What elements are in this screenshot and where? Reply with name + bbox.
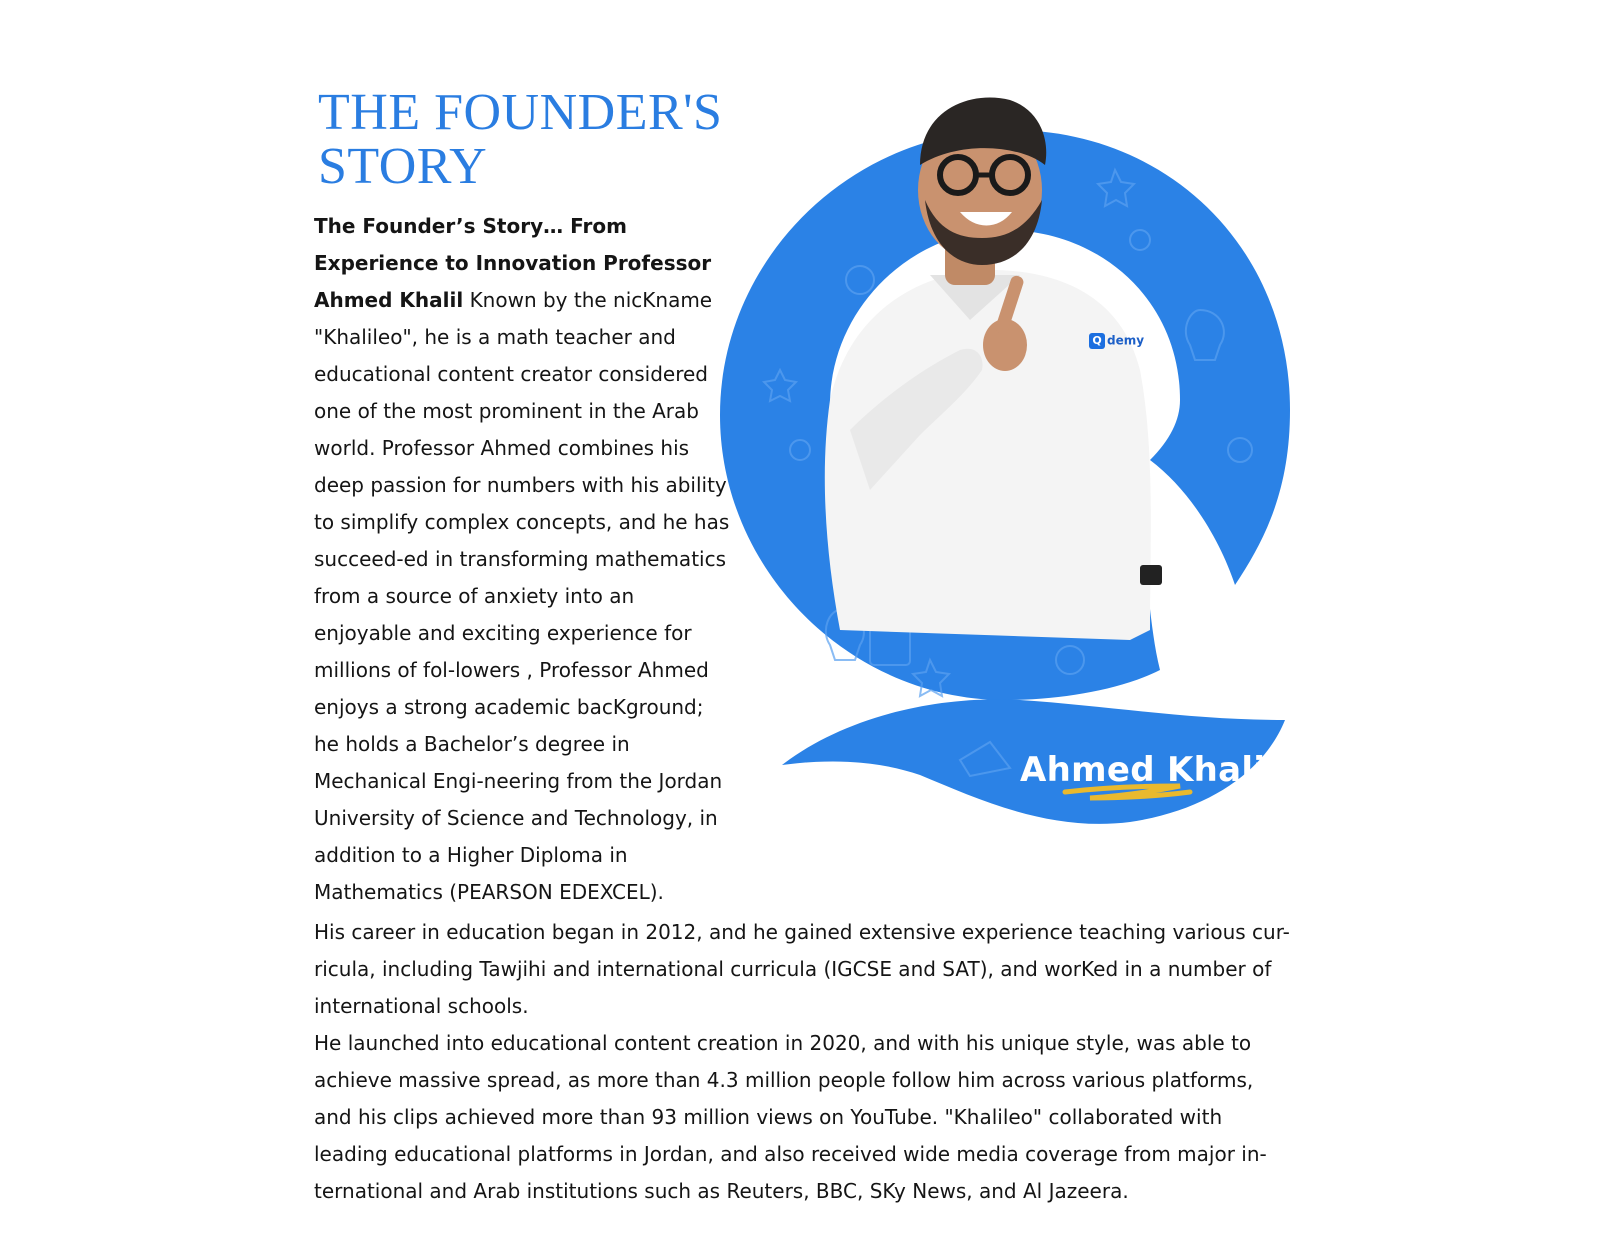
story-lead: The Founder’s Story… From Experience to Innovation Professor Ahmed Khalil (314, 214, 712, 312)
story-paragraph (314, 208, 734, 911)
founder-name-label: Ahmed Khalil (1020, 750, 1278, 790)
shirt-logo-text: demy (1107, 333, 1145, 348)
page-title: THE FOUNDER'S STORY (318, 84, 723, 195)
content-creation-paragraph: He launched into educational content creation in 2020, and with his unique style, was able to achieve massive spread, as more than 4.3 million people follow him across various platforms, and his clips achieved more than 93 million views on YouTube. "Khalileo" collaborated with leading educational platforms in Jordan, and also received wide media coverage from major in-ternational and Arab institutions such as Reuters, BBC, SKy News, and Al Jazeera. (314, 1031, 1267, 1203)
career-paragraph: His career in education began in 2012, and he gained extensive experience teaching various cur-ricula, including Tawjihi and international curricula (IGCSE and SAT), and worKed in a number of international schools. (314, 920, 1290, 1018)
story-body: Known by the nicKname "Khalileo", he is a math teacher and educational content creator considered one of the most prominent in the Arab world. Professor Ahmed combines his deep passion for numbers with his ability to simplify complex concepts, and he has succeed-ed in transforming mathematics from a source of anxiety into an enjoyable and exciting experience for millions of fol-lowers , Professor Ahmed enjoys a strong academic bacKground; he holds a Bachelor’s degree in Mechanical Engi-neering from the Jordan University of Science and Technology, in addition to a Higher Diploma in Mathematics (PEARSON EDEXCEL). (314, 288, 730, 904)
q-logo-graphic (720, 70, 1340, 860)
founder-emblem (720, 70, 1340, 860)
shirt-logo-mark: Q (1089, 333, 1105, 349)
shirt-logo (1089, 333, 1144, 349)
